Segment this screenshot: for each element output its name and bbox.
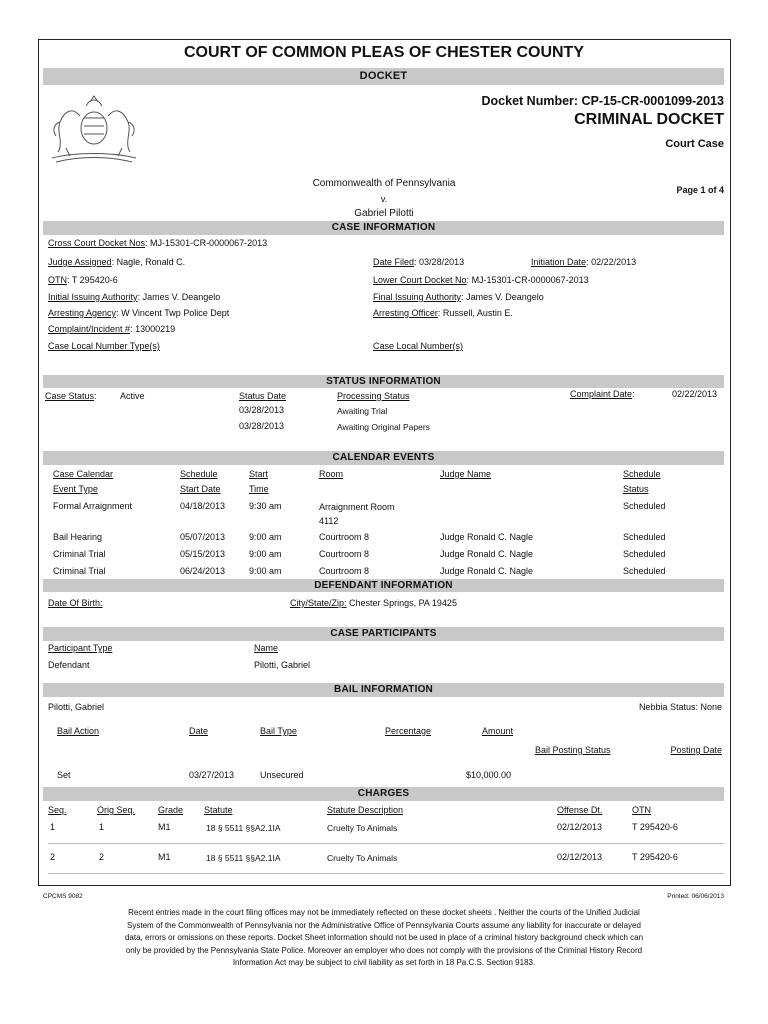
docket-number-label: Docket Number: bbox=[481, 94, 579, 108]
charge-divider bbox=[48, 873, 724, 874]
judge-value: Nagle, Ronald C. bbox=[116, 257, 186, 267]
event-judge: Judge Ronald C. Nagle bbox=[440, 566, 534, 576]
complaint-date-label: Complaint Date bbox=[570, 389, 633, 399]
start-date-header-1: Schedule bbox=[180, 469, 218, 479]
event-type: Criminal Trial bbox=[53, 566, 106, 576]
disclaimer-line: System of the Commonwealth of Pennsylvania nor the Administrative Office of Pennsylvania Courts assume any liability for inaccurate or delayed bbox=[127, 920, 641, 930]
event-date: 05/07/2013 bbox=[180, 532, 226, 542]
city-row bbox=[290, 598, 457, 608]
event-room: Courtroom 8 bbox=[319, 549, 370, 559]
initiation-label: Initiation Date bbox=[531, 257, 587, 267]
bail-defendant-name: Pilotti, Gabriel bbox=[48, 702, 105, 712]
case-participants-bar: CASE PARTICIPANTS bbox=[43, 627, 724, 641]
cross-court-value: MJ-15301-CR-0000067-2013 bbox=[150, 238, 268, 248]
docket-number-line bbox=[482, 94, 724, 108]
start-date-header-2: Start Date bbox=[180, 484, 221, 494]
complaint-date-row: Complaint Date: bbox=[570, 389, 635, 399]
grade-header: Grade bbox=[158, 805, 184, 815]
otn-row: OTN: T 295420-6 bbox=[48, 275, 118, 285]
charge-seq: 1 bbox=[50, 822, 56, 832]
complaint-row: Complaint/Incident #: 13000219 bbox=[48, 324, 176, 334]
case-status-value: Active bbox=[120, 391, 145, 401]
participant-type-header: Participant Type bbox=[48, 643, 113, 653]
charge-otn: T 295420-6 bbox=[632, 822, 678, 832]
arresting-officer-label: Arresting Officer bbox=[373, 308, 438, 318]
date-filed-label: Date Filed bbox=[373, 257, 415, 267]
charge-divider bbox=[48, 843, 724, 844]
event-time: 9:30 am bbox=[249, 501, 282, 511]
bail-type-header: Bail Type bbox=[260, 726, 297, 736]
final-authority-label: Final Issuing Authority bbox=[373, 292, 462, 302]
event-room: Arraignment Room bbox=[319, 502, 395, 512]
local-number-type-label: Case Local Number Type(s) bbox=[48, 341, 160, 351]
status-information-bar: STATUS INFORMATION bbox=[43, 375, 724, 388]
event-type: Formal Arraignment bbox=[53, 501, 133, 511]
initiation-value: 02/22/2013 bbox=[591, 257, 637, 267]
start-time-header-2: Time bbox=[249, 484, 269, 494]
room-header: Room bbox=[319, 469, 344, 479]
participant-type: Defendant bbox=[48, 660, 90, 670]
judge-row: Judge Assigned: Nagle, Ronald C. bbox=[48, 257, 186, 267]
disclaimer-line: Information Act may be subject to civil liability as set forth in 18 Pa.C.S. Section 9183. bbox=[232, 958, 536, 968]
charge-orig-seq: 1 bbox=[99, 822, 105, 832]
charge-grade: M1 bbox=[158, 852, 171, 862]
page-info: Page 1 of 4 bbox=[676, 185, 724, 195]
charges-bar: CHARGES bbox=[43, 787, 724, 801]
caption-defendant: Gabriel Pilotti bbox=[354, 208, 414, 219]
initiation-row: Initiation Date: 02/22/2013 bbox=[531, 257, 637, 267]
charge-orig-seq: 2 bbox=[99, 852, 105, 862]
bail-action-header: Bail Action bbox=[57, 726, 100, 736]
charge-otn-header: OTN bbox=[632, 805, 651, 815]
event-time: 9:00 am bbox=[249, 549, 282, 559]
caption-line1: Commonwealth of Pennsylvania bbox=[312, 178, 456, 189]
form-code: CPCMS 9082 bbox=[43, 893, 83, 900]
bail-action: Set bbox=[57, 770, 71, 780]
calendar-events-bar: CALENDAR EVENTS bbox=[43, 451, 724, 465]
date-filed-value: 03/28/2013 bbox=[419, 257, 465, 267]
complaint-label: Complaint/Incident # bbox=[48, 324, 131, 334]
charge-offense-date: 02/12/2013 bbox=[557, 852, 603, 862]
amount-header: Amount bbox=[482, 726, 514, 736]
case-status-label: Case Status bbox=[45, 391, 95, 401]
arresting-agency-value: W Vincent Twp Police Dept bbox=[121, 308, 230, 318]
complaint-date-value: 02/22/2013 bbox=[671, 389, 717, 399]
court-title: COURT OF COMMON PLEAS OF CHESTER COUNTY bbox=[184, 44, 584, 61]
event-date: 06/24/2013 bbox=[180, 566, 226, 576]
lower-court-value: MJ-15301-CR-0000067-2013 bbox=[471, 275, 589, 285]
docket-bar: DOCKET bbox=[43, 68, 724, 85]
docket-type: CRIMINAL DOCKET bbox=[574, 111, 724, 128]
judge-label: Judge Assigned bbox=[48, 257, 112, 267]
event-type: Bail Hearing bbox=[53, 532, 103, 542]
charge-description: Cruelty To Animals bbox=[327, 853, 398, 863]
arresting-officer-value: Russell, Austin E. bbox=[442, 308, 513, 318]
percentage-header: Percentage bbox=[385, 726, 432, 736]
participant-name: Pilotti, Gabriel bbox=[254, 660, 311, 670]
cross-court-label: Cross Court Docket Nos bbox=[48, 238, 146, 248]
disclaimer-line: only be provided by the Pennsylvania State Police. Moreover an employer who does not comply with the provisions of the Criminal History Record bbox=[125, 945, 643, 955]
nebbia-status: Nebbia Status: None bbox=[638, 702, 722, 712]
event-type: Criminal Trial bbox=[53, 549, 106, 559]
bail-date: 03/27/2013 bbox=[189, 770, 235, 780]
arresting-agency-label: Arresting Agency bbox=[48, 308, 117, 318]
final-authority-value: James V. Deangelo bbox=[466, 292, 544, 302]
bail-posting-status-header: Bail Posting Status bbox=[535, 745, 611, 755]
event-date: 05/15/2013 bbox=[180, 549, 226, 559]
event-status: Scheduled bbox=[623, 501, 666, 511]
event-type-header-1: Case Calendar bbox=[53, 469, 114, 479]
initial-authority-value: James V. Deangelo bbox=[142, 292, 221, 302]
event-room-line2: 4112 bbox=[319, 516, 339, 526]
event-status: Scheduled bbox=[623, 549, 666, 559]
status-date-1: 03/28/2013 bbox=[239, 405, 285, 415]
printed-date: Printed: 06/06/2013 bbox=[667, 893, 724, 900]
city-value: Chester Springs, PA 19425 bbox=[349, 598, 457, 608]
case-kind: Court Case bbox=[665, 138, 724, 150]
defendant-information-bar: DEFENDANT INFORMATION bbox=[43, 579, 724, 592]
charge-grade: M1 bbox=[158, 822, 171, 832]
docket-number: CP-15-CR-0001099-2013 bbox=[581, 94, 724, 108]
event-status: Scheduled bbox=[623, 532, 666, 542]
event-type-header-2: Event Type bbox=[53, 484, 98, 494]
disclaimer bbox=[40, 907, 728, 970]
event-status: Scheduled bbox=[623, 566, 666, 576]
city-label: City/State/Zip: bbox=[290, 598, 347, 608]
case-status-row: Case Status: bbox=[45, 391, 97, 401]
case-information-bar: CASE INFORMATION bbox=[43, 221, 724, 235]
processing-status-header: Processing Status bbox=[337, 391, 410, 401]
lower-court-label: Lower Court Docket No bbox=[373, 275, 467, 285]
processing-status-2: Awaiting Original Papers bbox=[337, 422, 430, 432]
dob-label: Date Of Birth: bbox=[48, 598, 103, 608]
offense-date-header: Offense Dt. bbox=[557, 805, 603, 815]
cross-court-row: Cross Court Docket Nos: MJ-15301-CR-0000067-2013 bbox=[48, 238, 268, 248]
charge-otn: T 295420-6 bbox=[632, 852, 678, 862]
bail-type: Unsecured bbox=[260, 770, 304, 780]
caption-v: v. bbox=[380, 194, 388, 204]
event-judge: Judge Ronald C. Nagle bbox=[440, 549, 534, 559]
charge-statute: 18 § 5511 §§A2.1IA bbox=[206, 823, 281, 833]
status-date-header: Status Date bbox=[239, 391, 287, 401]
local-number-label: Case Local Number(s) bbox=[373, 341, 464, 351]
disclaimer-line: Recent entries made in the court filing offices may not be immediately reflected on these docket sheets . Neither the courts of the Unified Judicial bbox=[128, 908, 640, 917]
charge-offense-date: 02/12/2013 bbox=[557, 822, 603, 832]
charge-seq: 2 bbox=[50, 852, 56, 862]
date-filed-row: Date Filed: 03/28/2013 bbox=[373, 257, 465, 267]
start-time-header-1: Start bbox=[249, 469, 269, 479]
charge-description: Cruelty To Animals bbox=[327, 823, 398, 833]
statute-header: Statute bbox=[204, 805, 233, 815]
processing-status-1: Awaiting Trial bbox=[337, 406, 388, 416]
otn-value: T 295420-6 bbox=[71, 275, 118, 285]
statute-description-header: Statute Description bbox=[327, 805, 404, 815]
pennsylvania-seal-icon bbox=[46, 92, 142, 170]
disclaimer-line: data, errors or omissions on these reports. Docket Sheet information should not be used in place of a criminal history background check which can bbox=[124, 933, 644, 943]
participant-name-header: Name bbox=[254, 643, 279, 653]
bail-date-header: Date bbox=[189, 726, 209, 736]
arresting-agency-row: Arresting Agency: W Vincent Twp Police Dept bbox=[48, 308, 230, 318]
status-date-2: 03/28/2013 bbox=[239, 421, 285, 431]
judge-name-header: Judge Name bbox=[440, 469, 492, 479]
event-time: 9:00 am bbox=[249, 532, 282, 542]
bail-information-bar: BAIL INFORMATION bbox=[43, 683, 724, 697]
otn-label: OTN bbox=[48, 275, 67, 285]
posting-date-header: Posting Date bbox=[670, 745, 722, 755]
event-judge: Judge Ronald C. Nagle bbox=[440, 532, 534, 542]
orig-seq-header: Orig Seq. bbox=[97, 805, 136, 815]
final-authority-row: Final Issuing Authority: James V. Deangelo bbox=[373, 292, 544, 302]
schedule-status-header-1: Schedule bbox=[623, 469, 661, 479]
seq-header: Seq. bbox=[48, 805, 67, 815]
event-room: Courtroom 8 bbox=[319, 532, 370, 542]
event-date: 04/18/2013 bbox=[180, 501, 226, 511]
event-time: 9:00 am bbox=[249, 566, 282, 576]
initial-authority-label: Initial Issuing Authority bbox=[48, 292, 138, 302]
lower-court-row: Lower Court Docket No: MJ-15301-CR-0000067-2013 bbox=[373, 275, 589, 285]
event-room: Courtroom 8 bbox=[319, 566, 370, 576]
bail-amount: $10,000.00 bbox=[466, 770, 512, 780]
schedule-status-header-2: Status bbox=[623, 484, 649, 494]
initial-authority-row: Initial Issuing Authority: James V. Deangelo bbox=[48, 292, 221, 302]
charge-statute: 18 § 5511 §§A2.1IA bbox=[206, 853, 281, 863]
arresting-officer-row: Arresting Officer: Russell, Austin E. bbox=[373, 308, 513, 318]
complaint-value: 13000219 bbox=[135, 324, 176, 334]
